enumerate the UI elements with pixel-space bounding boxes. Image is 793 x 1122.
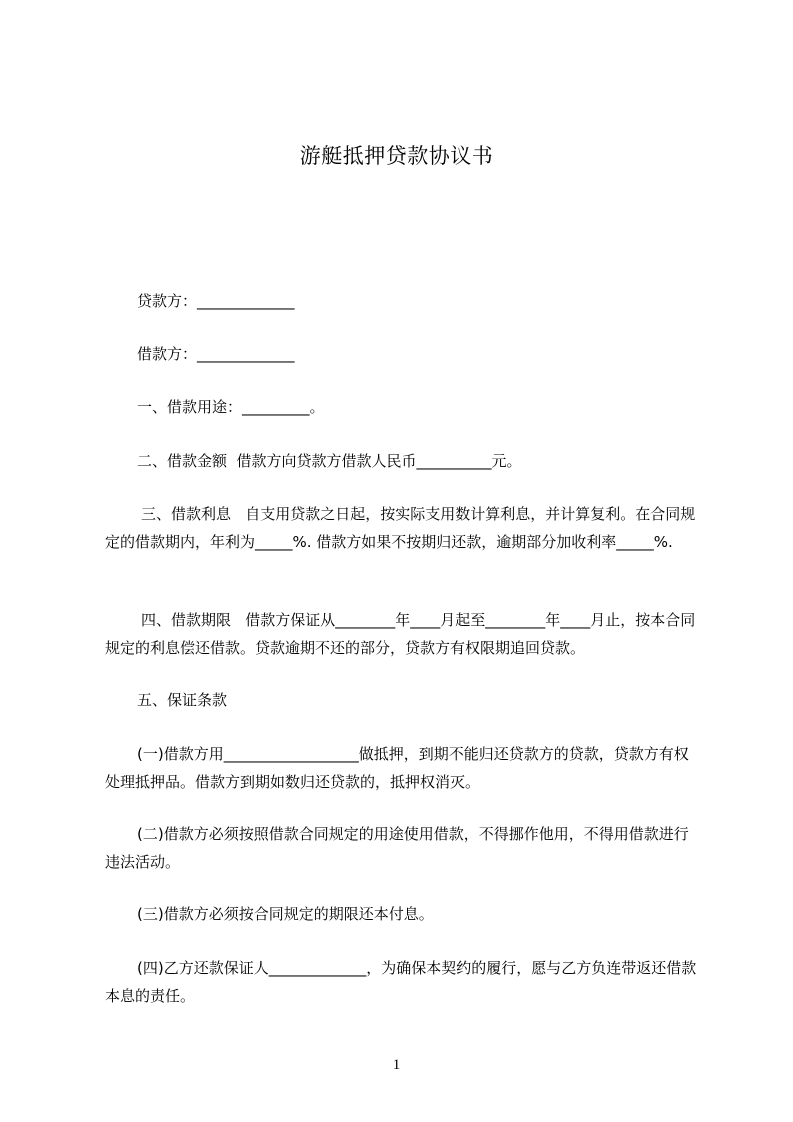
document-title: 游艇抵押贷款协议书 [299, 144, 494, 168]
guarantee-item-4: (四)乙方还款保证人_____________，为确保本契约的履行，愿与乙方负连带返还借款本息的责任。 [105, 959, 697, 1005]
page-number: 1 [392, 1057, 401, 1073]
clause-loan-interest: 三、借款利息 自支用贷款之日起，按实际支用数计算利息，并计算复利。在合同规定的借款期内，年利为_____%. 借款方如果不按期归还款，逾期部分加收利率_____%. [105, 505, 696, 551]
clause-loan-purpose: 一、借款用途：_________。 [137, 398, 325, 416]
clause-loan-term: 四、借款期限 借款方保证从________年____月起至________年____月止，按本合同规定的利息偿还借款。贷款逾期不还的部分，贷款方有权限期追回贷款。 [105, 611, 696, 657]
clause-guarantee-heading: 五、保证条款 [137, 691, 228, 709]
guarantee-item-3: (三)借款方必须按合同规定的期限还本付息。 [137, 905, 434, 923]
lender-line: 贷款方：_____________ [137, 292, 295, 310]
guarantee-item-1: (一)借款方用__________________做抵押，到期不能归还贷款方的贷款，贷款方有权处理抵押品。借款方到期如数归还贷款的，抵押权消灭。 [105, 745, 689, 791]
clause-loan-amount: 二、借款金额 借款方向贷款方借款人民币__________元。 [137, 452, 522, 470]
borrower-line: 借款方：_____________ [137, 345, 295, 363]
guarantee-item-2: (二)借款方必须按照借款合同规定的用途使用借款，不得挪作他用，不得用借款进行违法活动。 [105, 825, 689, 871]
